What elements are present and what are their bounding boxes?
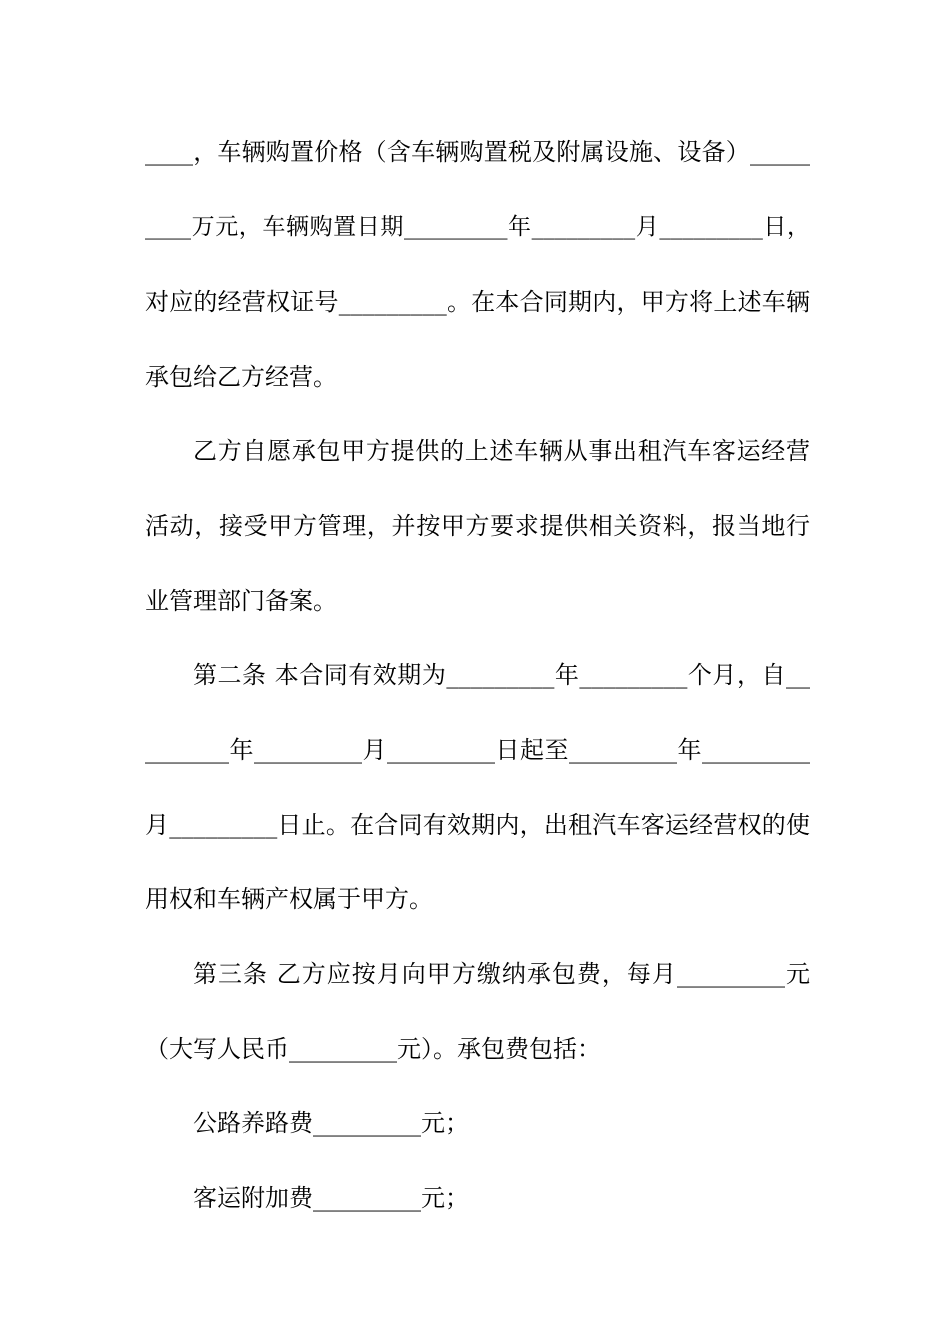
text-line: 乙方自愿承包甲方提供的上述车辆从事出租汽车客运经营 — [193, 437, 810, 465]
text-line: 月_________日止。在合同有效期内，出租汽车客运经营权的使 — [145, 811, 810, 839]
text-line: 客运附加费_________元； — [193, 1184, 469, 1212]
text-line: 第二条 本合同有效期为_________年_________个月，自__ — [193, 661, 810, 689]
text-line: ____，车辆购置价格（含车辆购置税及附属设施、设备）_____ — [145, 138, 810, 166]
text-line: 用权和车辆产权属于甲方。 — [145, 885, 433, 913]
text-line: 对应的经营权证号_________。在本合同期内，甲方将上述车辆 — [145, 288, 810, 316]
text-line: 第三条 乙方应按月向甲方缴纳承包费，每月_________元 — [193, 960, 810, 988]
text-line: ____万元，车辆购置日期_________年_________月_________日， — [145, 214, 810, 240]
text-line: 公路养路费_________元； — [193, 1109, 469, 1137]
text-line: _______年_________月_________日起至_________年_________ — [145, 736, 810, 764]
text-line: 活动，接受甲方管理，并按甲方要求提供相关资料，报当地行 — [145, 512, 810, 540]
text-line: 业管理部门备案。 — [145, 587, 337, 615]
text-line: （大写人民币_________元）。承包费包括： — [145, 1035, 601, 1063]
text-line: 承包给乙方经营。 — [145, 363, 337, 391]
